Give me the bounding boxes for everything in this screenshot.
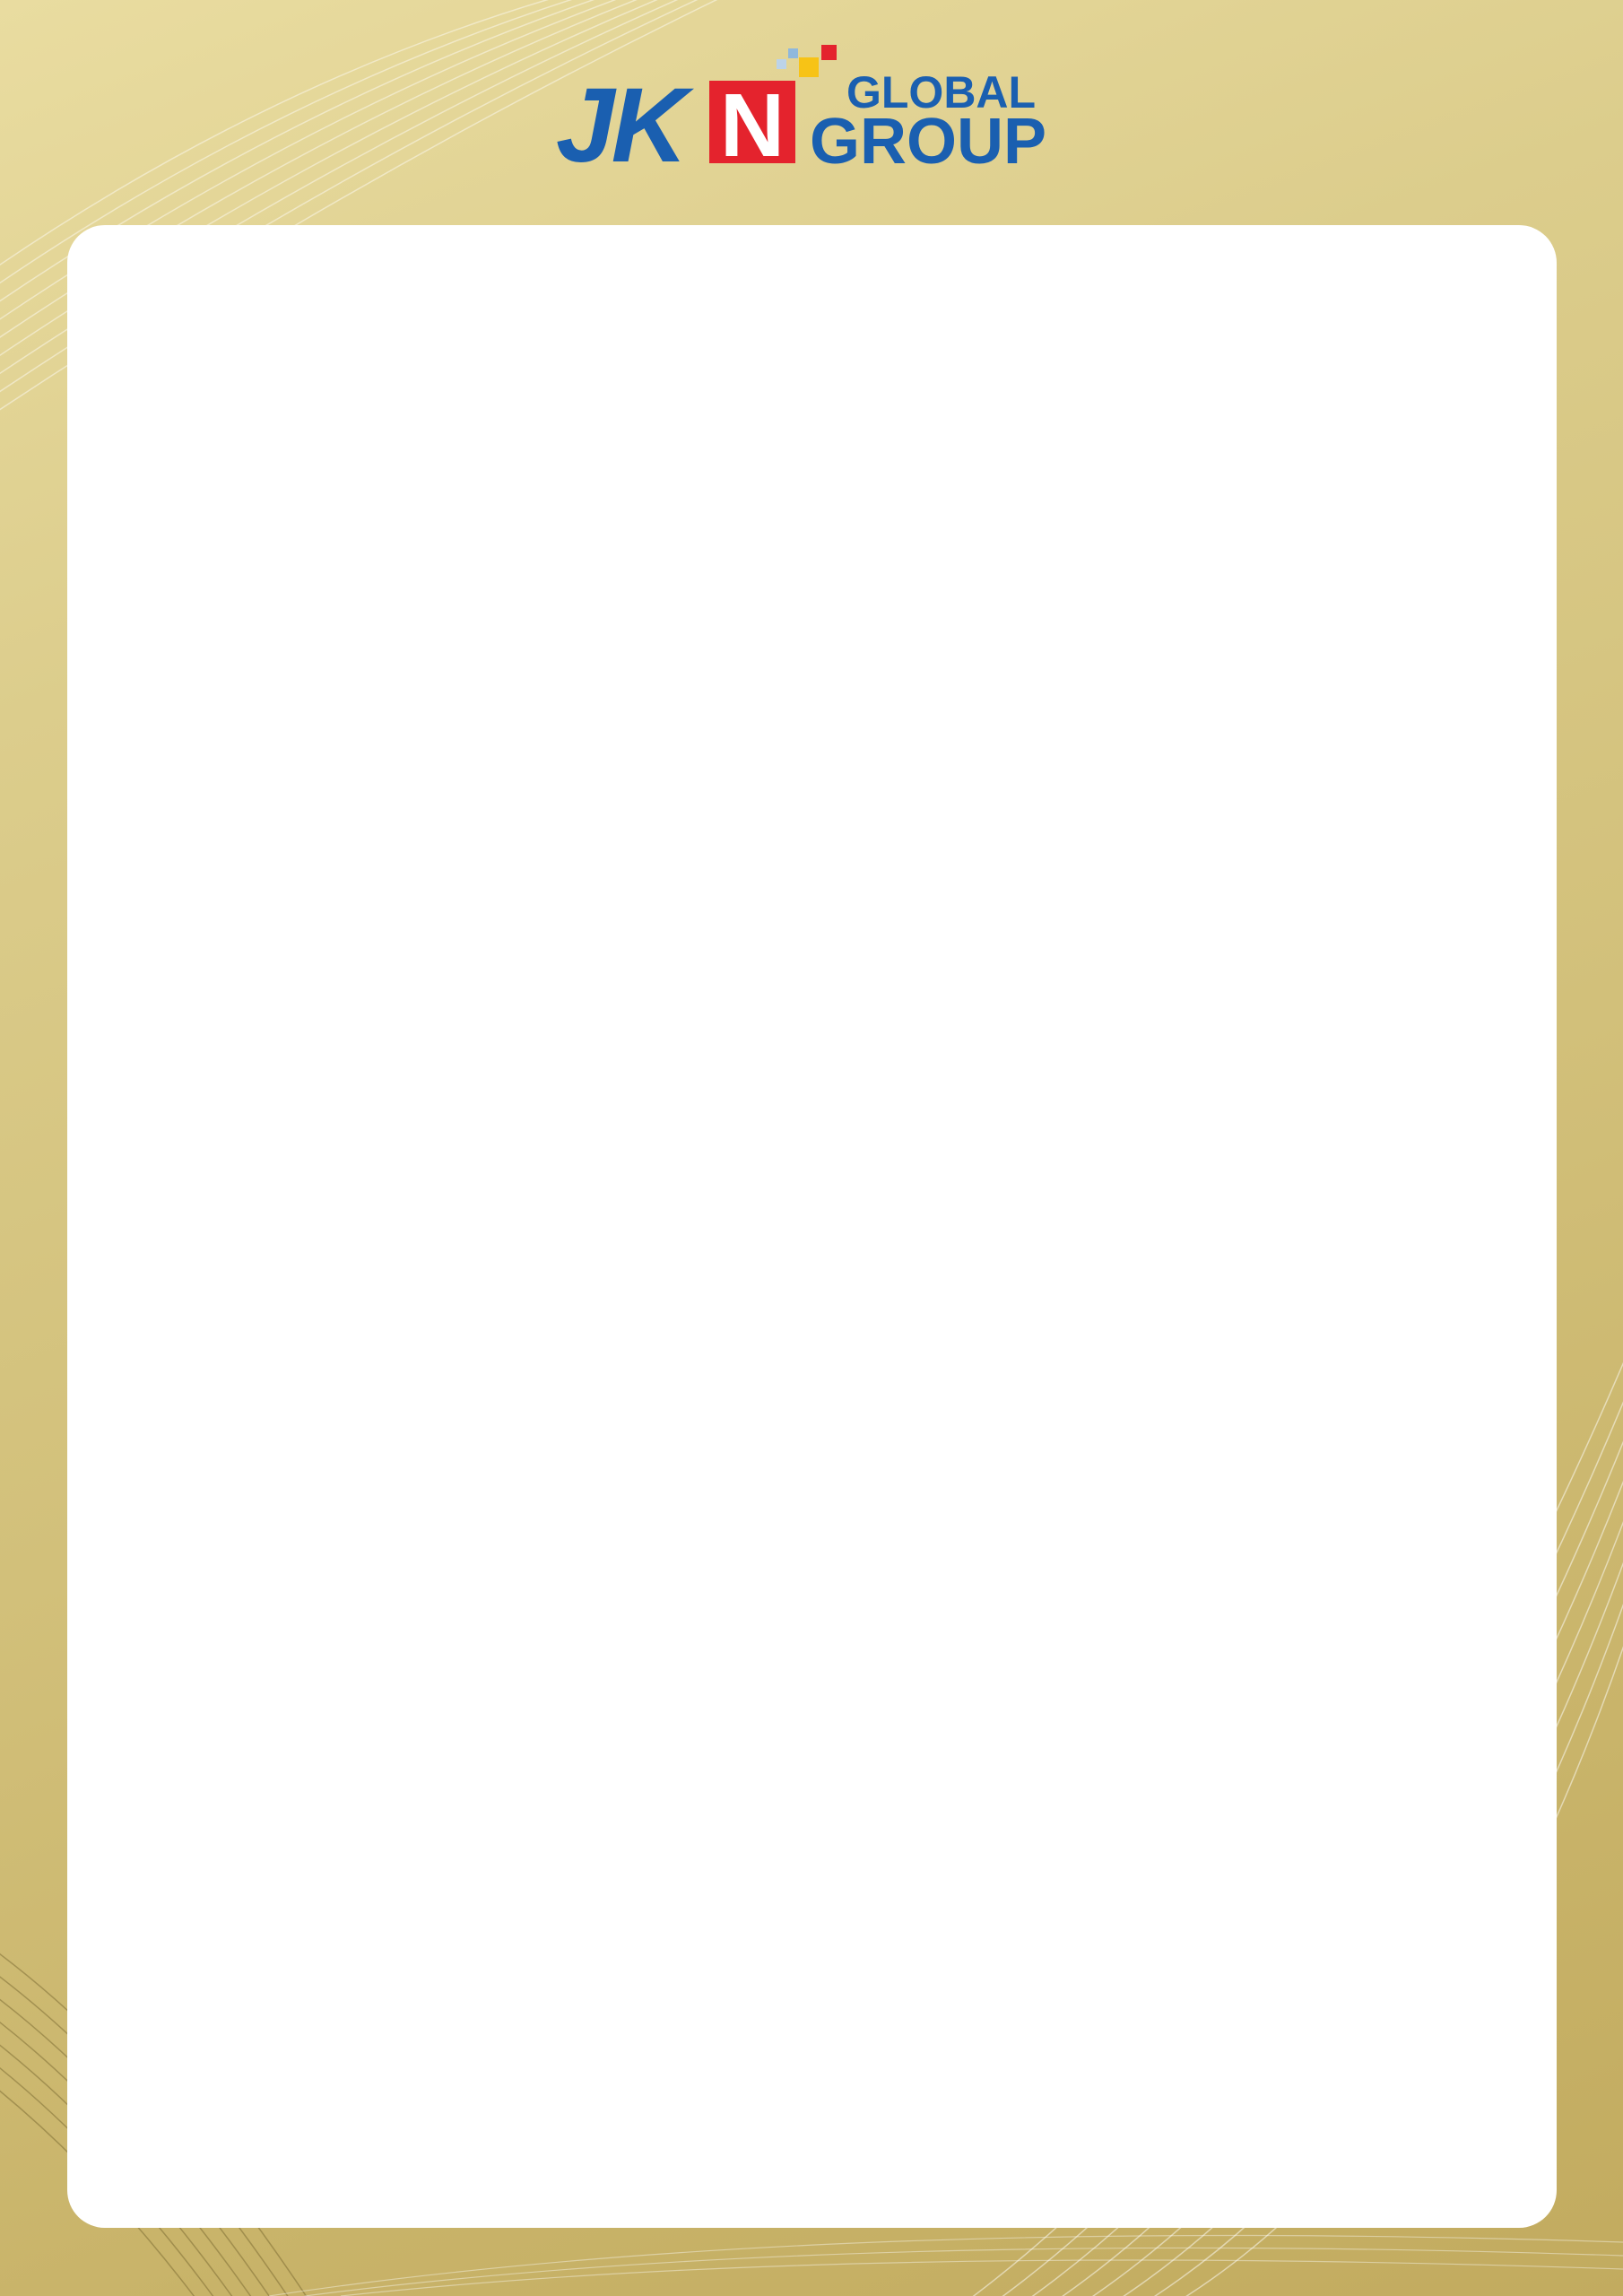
logo-square-lightblue-2 [777,59,786,69]
letter-card [67,225,1557,2228]
logo-square-yellow [799,57,819,77]
logo-n: N [719,75,785,176]
logo-group: GROUP [810,106,1047,176]
logo-square-red [821,45,837,60]
logo-global: GLOBAL [846,67,1037,117]
jkn-global-group-logo [554,41,1070,176]
logo-square-lightblue [788,48,798,58]
logo-jk: JK [556,66,684,176]
